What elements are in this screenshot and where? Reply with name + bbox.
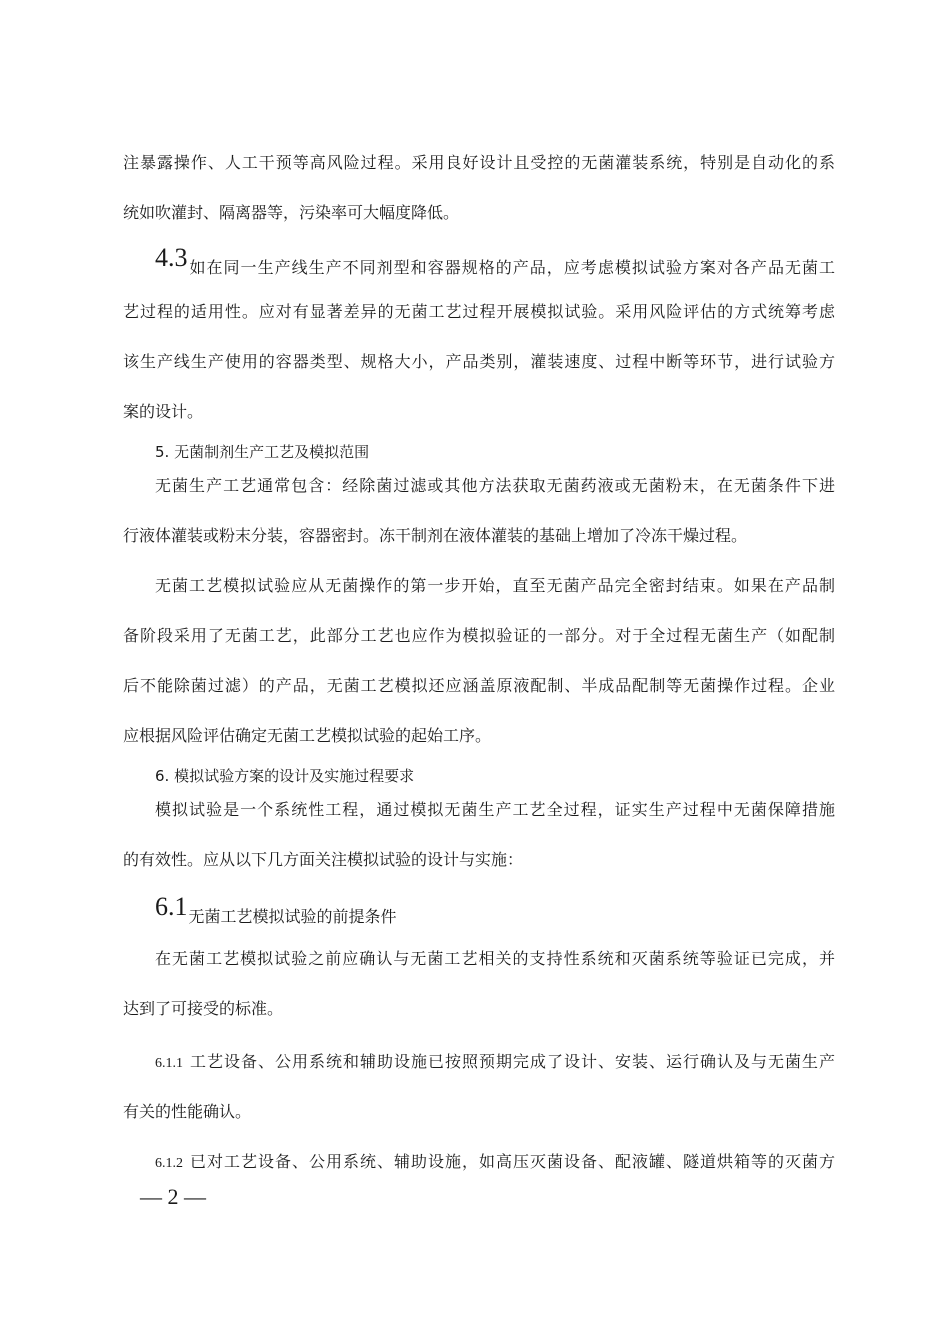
body-text-line: 无菌生产工艺通常包含：经除菌过滤或其他方法获取无菌药液或无菌粉末，在无菌条件下进 — [155, 476, 835, 495]
section-text: 工艺设备、公用系统和辅助设施已按照预期完成了设计、安装、运行确认及与无菌生产 — [189, 1052, 835, 1071]
section-6-1-1-line — [155, 1051, 835, 1075]
page-number: — 2 — — [140, 1184, 206, 1209]
body-text-line: 案的设计。 — [123, 402, 204, 421]
body-text-line: 行液体灌装或粉末分装，容器密封。冻干制剂在液体灌装的基础上增加了冷冻干燥过程。 — [123, 526, 748, 545]
section-6-1-heading — [155, 892, 835, 928]
body-text-line: 统如吹灌封、隔离器等，污染率可大幅度降低。 — [123, 203, 460, 222]
section-4-3-line — [155, 243, 835, 279]
body-text-line: 达到了可接受的标准。 — [123, 999, 284, 1018]
section-title: 无菌工艺模拟试验的前提条件 — [188, 907, 397, 926]
body-text-line: 模拟试验是一个系统性工程，通过模拟无菌生产工艺全过程，证实生产过程中无菌保障措施 — [155, 800, 835, 819]
body-text-line: 的有效性。应从以下几方面关注模拟试验的设计与实施： — [123, 850, 524, 869]
body-text-line: 注暴露操作、人工干预等高风险过程。采用良好设计且受控的无菌灌装系统，特别是自动化的系 — [123, 153, 835, 172]
section-heading-6: 6. 模拟试验方案的设计及实施过程要求 — [155, 767, 415, 785]
section-number: 6.1 — [155, 892, 188, 921]
body-text-line: 备阶段采用了无菌工艺，此部分工艺也应作为模拟验证的一部分。对于全过程无菌生产（如配制 — [123, 626, 835, 645]
section-text: 如在同一生产线生产不同剂型和容器规格的产品，应考虑模拟试验方案对各产品无菌工 — [188, 258, 835, 277]
body-text-line: 应根据风险评估确定无菌工艺模拟试验的起始工序。 — [123, 726, 492, 745]
section-heading-5: 5. 无菌制剂生产工艺及模拟范围 — [155, 443, 370, 461]
body-text-line: 无菌工艺模拟试验应从无菌操作的第一步开始，直至无菌产品完全密封结束。如果在产品制 — [155, 576, 835, 595]
body-text-line: 该生产线生产使用的容器类型、规格大小，产品类别，灌装速度、过程中断等环节，进行试验方 — [123, 352, 835, 371]
body-text-line: 有关的性能确认。 — [123, 1102, 252, 1121]
section-6-1-2-line — [155, 1151, 835, 1175]
body-text-line: 在无菌工艺模拟试验之前应确认与无菌工艺相关的支持性系统和灭菌系统等验证已完成，并 — [155, 949, 835, 968]
section-number: 4.3 — [155, 243, 188, 272]
body-text-line: 艺过程的适用性。应对有显著差异的无菌工艺过程开展模拟试验。采用风险评估的方式统筹考虑 — [123, 302, 835, 321]
section-number: 6.1.1 — [155, 1056, 183, 1071]
section-text: 已对工艺设备、公用系统、辅助设施，如高压灭菌设备、配液罐、隧道烘箱等的灭菌方 — [189, 1152, 835, 1171]
section-number: 6.1.2 — [155, 1156, 183, 1171]
body-text-line: 后不能除菌过滤）的产品，无菌工艺模拟还应涵盖原液配制、半成品配制等无菌操作过程。企业 — [123, 676, 835, 695]
